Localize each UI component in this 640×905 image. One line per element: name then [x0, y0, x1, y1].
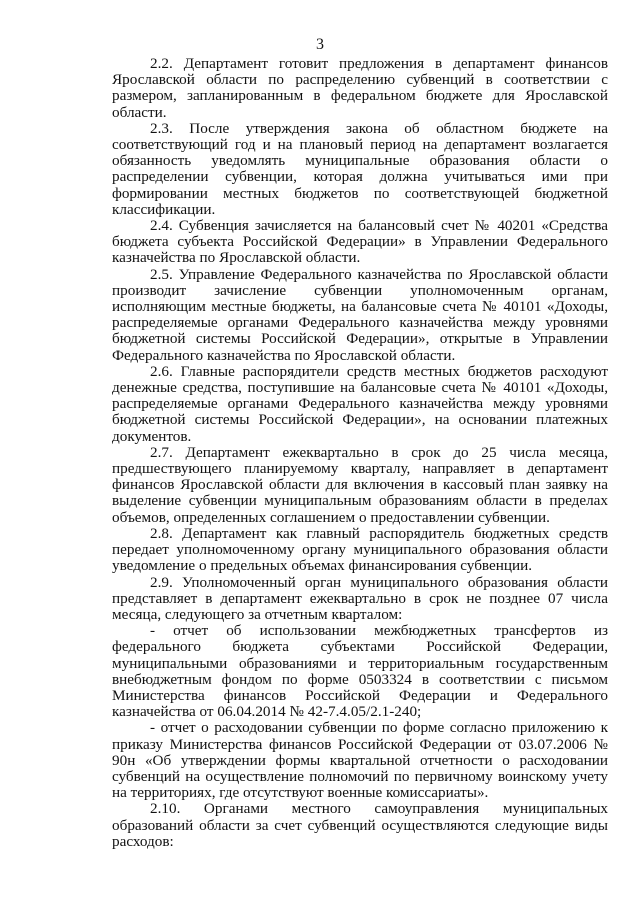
- page-number: 3: [316, 36, 324, 53]
- paragraph-2-3: 2.3. После утверждения закона об областном бюджете на соответствующий год и на плановый период на департамент возлагается обязанность уведомлять муниципальные образования области о распределении субвенции, которая должна учитываться ими при формировании местных бюджетов по соответствующей бюджетной классификации.: [112, 119, 608, 218]
- paragraph-2-6: 2.6. Главные распорядители средств местных бюджетов расходуют денежные средства, поступившие на балансовые счета № 40101 «Доходы, распределяемые органами Федерального казначейства между уровнями бюджетной системы Российской Федерации», на основании платежных документов.: [112, 362, 608, 445]
- paragraph-2-9: 2.9. Уполномоченный орган муниципального образования области представляет в департамент ежеквартально в срок не позднее 07 числа месяца, следующего за отчетным кварталом:: [112, 573, 608, 623]
- paragraph-2-7: 2.7. Департамент ежеквартально в срок до 25 числа месяца, предшествующего планируемому кварталу, направляет в департамент финансов Ярославской области для включения в кассовый план заявку на выделение субвенции муниципальным образованиям области в пределах объемов, определенных соглашением о предоставлении субвенции.: [112, 443, 608, 526]
- paragraph-2-10: 2.10. Органами местного самоуправления муниципальных образований области за счет субвенций осуществляются следующие виды расходов:: [112, 800, 608, 850]
- paragraph-2-9-item-2: - отчет о расходовании субвенции по форме согласно приложению к приказу Министерства финансов Российской Федерации от 03.07.2006 № 90н «Об утверждении формы квартальной отчетности о расходовании субвенций на осуществление полномочий по первичному воинскому учету на территориях, где отсутствуют военные комиссариаты».: [112, 719, 608, 802]
- document-body: [112, 56, 608, 850]
- paragraph-2-2: 2.2. Департамент готовит предложения в департамент финансов Ярославской области по распределению субвенций в соответствии с размером, запланированным в федеральном бюджете для Ярославской области.: [112, 55, 608, 121]
- paragraph-2-5: 2.5. Управление Федерального казначейства по Ярославской области производит зачисление субвенции уполномоченным органам, исполняющим местные бюджеты, на балансовые счета № 40101 «Доходы, распределяемые органами Федерального казначейства между уровнями бюджетной системы Российской Федерации», открытые в Управлении Федерального казначейства по Ярославской области.: [112, 265, 608, 364]
- paragraph-2-9-item-1: - отчет об использовании межбюджетных трансфертов из федерального бюджета субъектами Российской Федерации, муниципальными образованиями и территориальным государственным внебюджетным фондом по форме 0503324 в соответствии с письмом Министерства финансов Российской Федерации и Федерального казначейства от 06.04.2014 № 42-7.4.05/2.1-240;: [112, 622, 608, 721]
- paragraph-2-4: 2.4. Субвенция зачисляется на балансовый счет № 40201 «Средства бюджета субъекта Российской Федерации» в Управлении Федерального казначейства по Ярославской области.: [112, 217, 608, 267]
- paragraph-2-8: 2.8. Департамент как главный распорядитель бюджетных средств передает уполномоченному органу муниципального образования области уведомление о предельных объемах финансирования субвенции.: [112, 524, 608, 575]
